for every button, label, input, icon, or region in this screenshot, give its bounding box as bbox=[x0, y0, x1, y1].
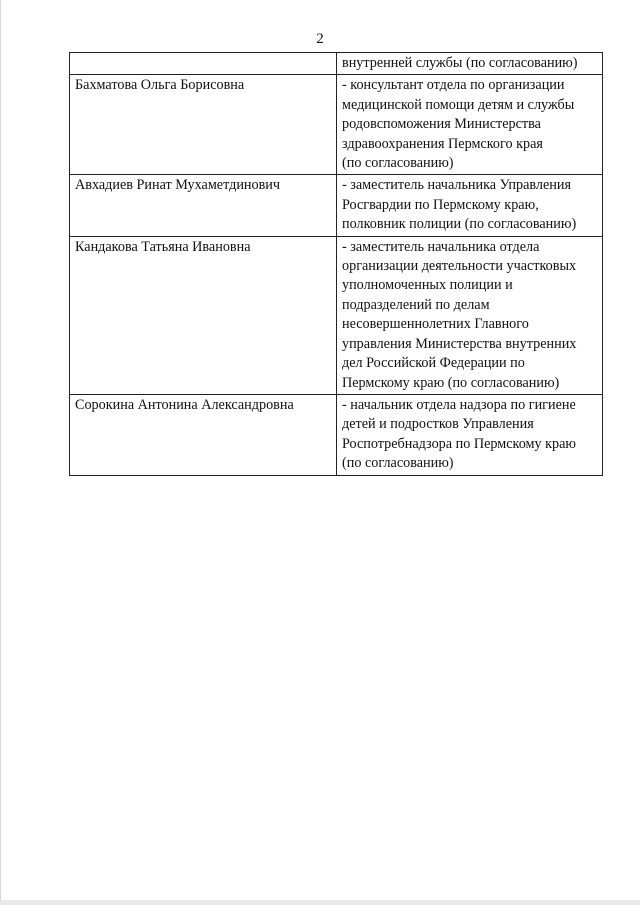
position-line: - заместитель начальника отдела bbox=[342, 238, 540, 255]
position-line: несовершеннолетних Главного bbox=[342, 316, 529, 333]
member-position-cell bbox=[337, 53, 603, 75]
member-name-cell: Кандакова Татьяна Ивановна bbox=[70, 236, 337, 394]
position-line: - консультант отдела по организации bbox=[342, 77, 565, 94]
position-line: внутренней службы (по согласованию) bbox=[342, 55, 578, 71]
member-position-cell bbox=[337, 236, 603, 394]
position-line: дел Российской Федерации по bbox=[342, 355, 525, 372]
position-line: полковник полиции (по согласованию) bbox=[342, 216, 577, 233]
member-name-cell bbox=[70, 53, 337, 75]
position-line: родовспоможения Министерства bbox=[342, 116, 541, 133]
position-line: детей и подростков Управления bbox=[342, 416, 534, 433]
position-line: уполномоченных полиции и bbox=[342, 277, 513, 294]
table-row bbox=[70, 53, 603, 75]
member-position-cell bbox=[337, 394, 603, 475]
table-row bbox=[70, 175, 603, 236]
position-line: (по согласованию) bbox=[342, 155, 454, 172]
position-line: Пермскому краю (по согласованию) bbox=[342, 374, 560, 391]
table-row bbox=[70, 394, 603, 475]
position-line: медицинской помощи детям и службы bbox=[342, 96, 575, 113]
position-line: управления Министерства внутренних bbox=[342, 335, 577, 352]
position-line: Роспотребнадзора по Пермскому краю bbox=[342, 435, 577, 452]
position-line: подразделений по делам bbox=[342, 296, 490, 313]
position-line: здравоохранения Пермского края bbox=[342, 135, 543, 152]
table-row bbox=[70, 236, 603, 394]
member-name-cell: Сорокина Антонина Александровна bbox=[70, 394, 337, 475]
table-row bbox=[70, 75, 603, 175]
scan-edge-left bbox=[0, 0, 1, 905]
member-position-cell bbox=[337, 175, 603, 236]
committee-members-table bbox=[69, 52, 603, 476]
scan-edge-bottom bbox=[0, 900, 640, 905]
member-name-cell: Авхадиев Ринат Мухаметдинович bbox=[70, 175, 337, 236]
page-number: 2 bbox=[316, 31, 324, 47]
position-line: - начальник отдела надзора по гигиене bbox=[342, 396, 576, 413]
position-line: - заместитель начальника Управления bbox=[342, 177, 572, 194]
member-name-cell: Бахматова Ольга Борисовна bbox=[70, 75, 337, 175]
position-line: организации деятельности участковых bbox=[342, 258, 577, 275]
position-line: (по согласованию) bbox=[342, 455, 454, 472]
position-line: Росгвардии по Пермскому краю, bbox=[342, 196, 539, 213]
member-position-cell bbox=[337, 75, 603, 175]
